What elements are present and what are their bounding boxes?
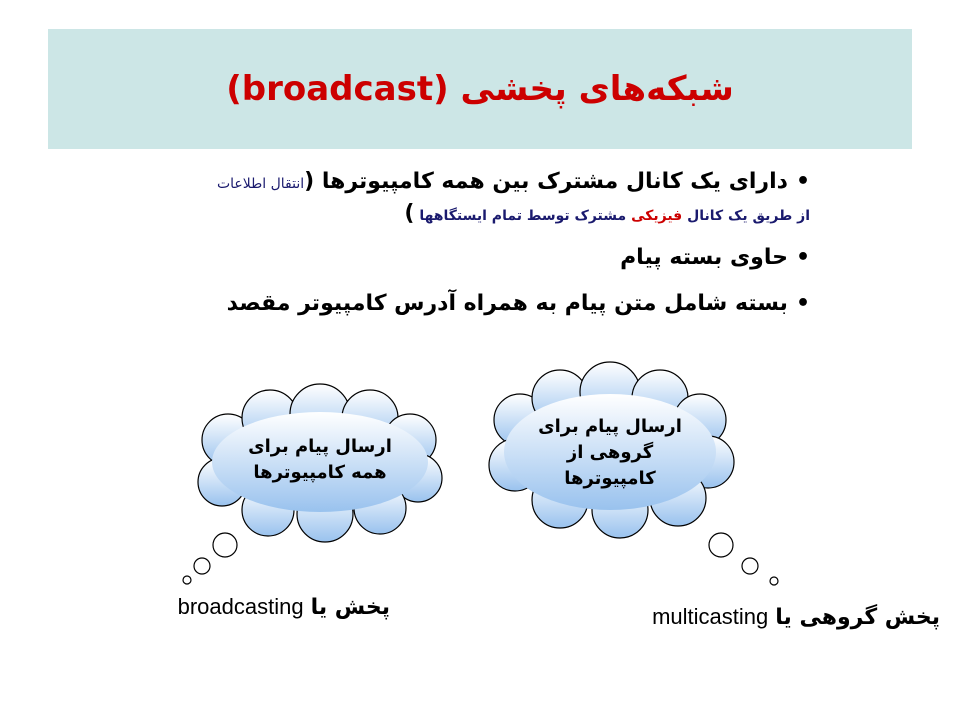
note-physical: فیزیکی [631, 208, 683, 224]
broadcasting-label-en: broadcasting [177, 594, 304, 619]
cloud-right-line-2: گروهی از [566, 442, 654, 463]
note-text-c: مشترک توسط تمام ایستگاهها [419, 208, 627, 224]
multicasting-label-en: multicasting [652, 604, 769, 629]
page-title: شبکه‌های پخشی (broadcast) [226, 69, 734, 109]
cloud-left-line-1: ارسال پیام برای [248, 436, 392, 457]
multicasting-label [652, 604, 940, 630]
broadcasting-label [178, 594, 390, 620]
bullet-dot-icon: • [795, 245, 810, 270]
bullet-text: دارای یک کانال مشترک بین همه کامپیوترها [321, 169, 788, 194]
bullet-dot-icon: • [795, 169, 810, 194]
bullet-dot-icon: • [795, 291, 810, 316]
note-close-paren: ) [404, 201, 415, 226]
bullet-text: بسته شامل متن پیام به همراه آدرس کامپیوتر مقصد [226, 291, 788, 316]
cloud-right-line-1: ارسال پیام برای [538, 416, 682, 437]
thought-bubble-icon [709, 533, 733, 557]
cloud-left-line-2: همه کامپیوترها [253, 462, 387, 483]
broadcasting-label-fa: پخش یا [310, 595, 390, 620]
note-text-b: از طریق یک کانال [687, 208, 810, 224]
cloud-right-text [500, 414, 720, 492]
thought-bubble-icon [213, 533, 237, 557]
note-text-a: انتقال اطلاعات [216, 176, 305, 192]
thought-bubble-icon [183, 576, 191, 584]
cloud-left-text [210, 434, 430, 486]
note-open-paren: ( [304, 169, 315, 194]
thought-bubble-icon [742, 558, 758, 574]
multicasting-label-fa: پخش گروهی یا [775, 605, 940, 630]
bullet-text: حاوی بسته پیام [620, 245, 788, 270]
cloud-right-line-3: کامپیوترها [564, 468, 656, 489]
thought-bubble-icon [194, 558, 210, 574]
thought-bubble-icon [770, 577, 778, 585]
